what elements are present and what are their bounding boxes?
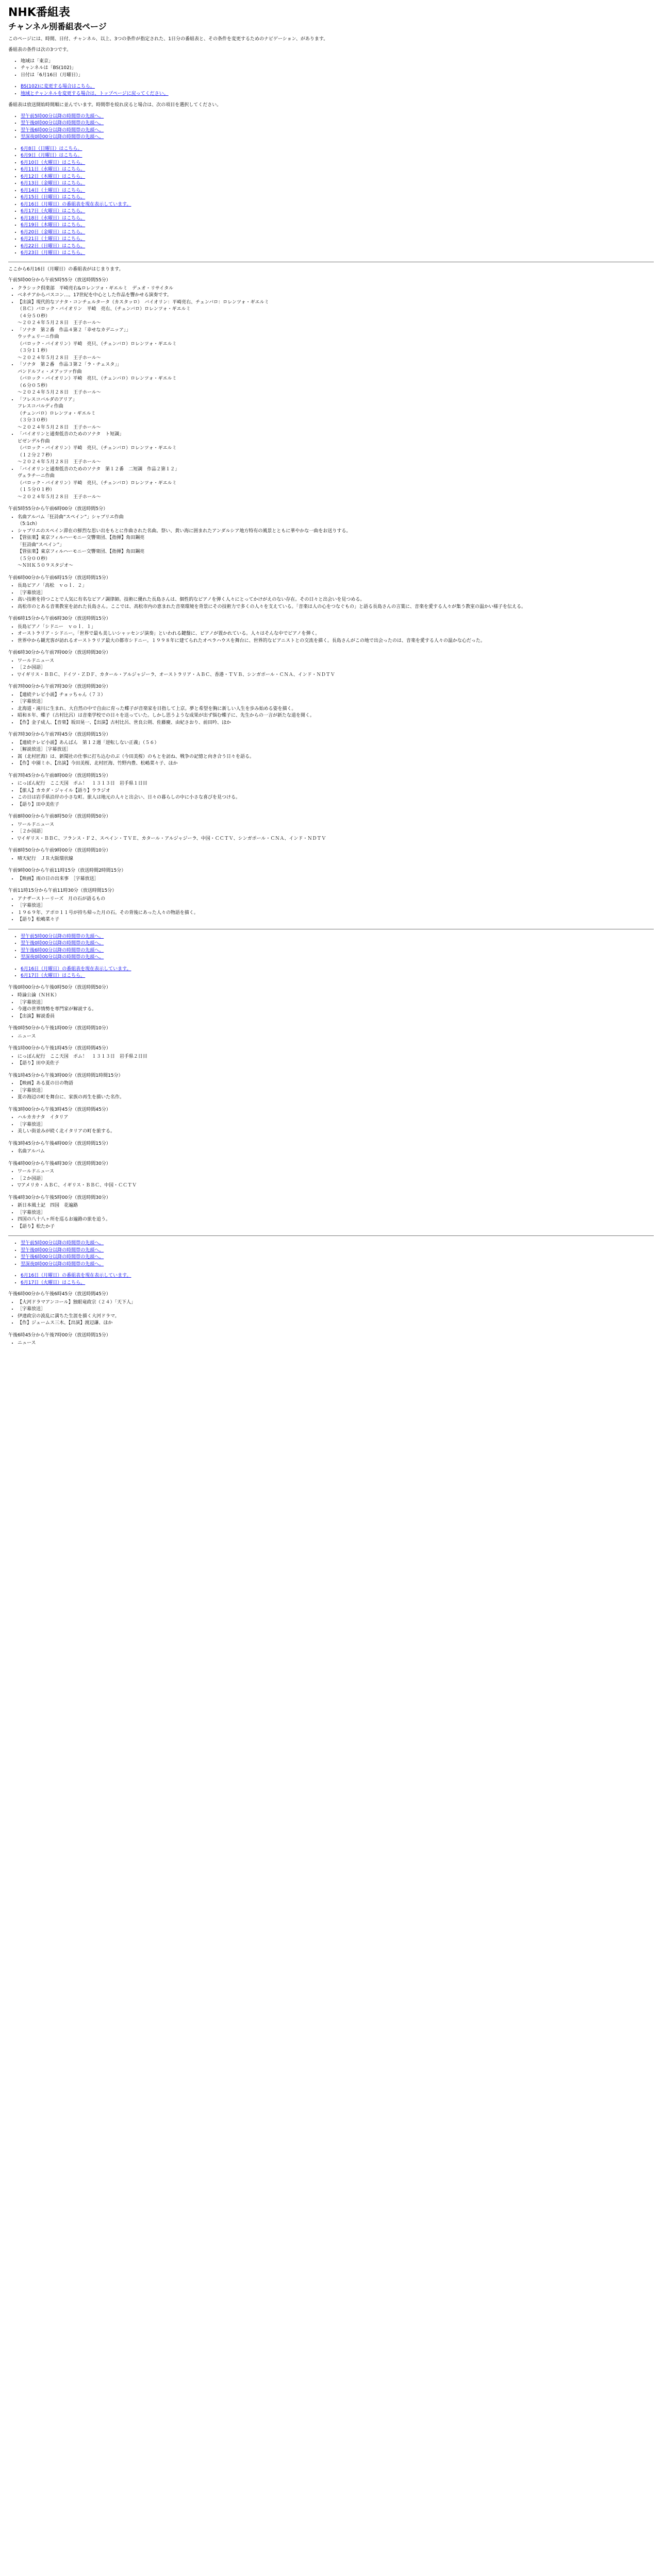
- program-entry: [8, 1107, 654, 1136]
- program-detail: • 世界中から観光客が訪れるオーストラリア最大の都市シドニー。１９９８年に建てられたオペラハウスを舞台に、世界的なピアニストとの交流を描く。長島さんがこの地で出会ったのは、音楽を愛する人々の温かな心だった。: [18, 638, 654, 645]
- program-detail: • ［字幕放送］: [18, 1122, 654, 1129]
- date-link[interactable]: 6月17日（火曜日）はこちら。: [21, 1280, 86, 1285]
- program-detail: • 時論公論（ＮＨＫ）: [18, 992, 654, 999]
- program-time: 午前5時00分から午前5時55分（放送時間55分）: [8, 278, 111, 283]
- program-time: 午後6時45分から午後7時00分（放送時間15分）: [8, 1332, 111, 1338]
- program-details: [8, 1148, 654, 1156]
- time-slot-link[interactable]: 翌午後0時00分以降の時間帯の先頭へ。: [21, 941, 104, 946]
- date-navigation: [8, 966, 654, 980]
- date-nav-item: [21, 215, 654, 223]
- program-detail: • オーストラリア・シドニー。「世界で最も美しいシャッセンジ演奏」といわれる鍵盤に、ピアノが置かれている。人々はそんな中でピアノを弾く。: [18, 631, 654, 638]
- date-nav-item: [21, 174, 654, 181]
- date-link[interactable]: 6月13日（金曜日）はこちら。: [21, 181, 86, 187]
- date-nav-item: [21, 236, 654, 243]
- program-detail: • ［２か国語］: [18, 665, 654, 672]
- time-slot-link[interactable]: 翌深夜0時00分以降の時間帯の先頭へ。: [21, 955, 104, 960]
- program-details: [8, 781, 654, 808]
- time-nav-item: [21, 134, 654, 141]
- program-detail: • ［解説放送］［字幕放送］: [18, 747, 654, 754]
- program-detail: • ワールドニュース: [18, 658, 654, 665]
- date-link[interactable]: 6月19日（木曜日）はこちら。: [21, 223, 86, 228]
- program-time: 午前6時15分から午前6時30分（放送時間15分）: [8, 616, 111, 622]
- program-entry: [8, 773, 654, 809]
- time-navigation: [8, 113, 654, 141]
- time-nav-item: [21, 934, 654, 941]
- program-entry: [8, 684, 654, 726]
- time-intro: 番組表は放送開始時間順に並んでいます。時間帯を絞れ戻ると場合は、次の項目を選択してください。: [8, 103, 222, 108]
- program-detail: • 名曲アルバム: [18, 1148, 654, 1156]
- nav-item: [21, 83, 654, 91]
- program-entry: [8, 1025, 654, 1040]
- conditions-intro: 番組表の条件は次の3つです。: [8, 47, 72, 53]
- date-nav-item: [21, 222, 654, 229]
- program-detail: • ［字幕放送］: [18, 699, 654, 706]
- program-detail: • 【作】中園ミホ、【出演】今田美桜、北村匠海、竹野内豊、松嶋菜々子、ほか: [18, 760, 654, 768]
- date-link[interactable]: 6月15日（日曜日）はこちら。: [21, 195, 86, 200]
- program-entry: [8, 650, 654, 679]
- program-detail: • 【作】ジェームス三木、【出演】渡辺謙、ほか: [18, 1320, 654, 1327]
- page-subtitle: チャンネル別番組表ページ: [8, 22, 107, 32]
- program-detail: • 伊達政宗の波乱に満ちた生涯を描く大河ドラマ。: [18, 1313, 654, 1320]
- time-nav-item: [21, 1247, 654, 1255]
- time-slot-link[interactable]: 翌午前5時00分以降の時間帯の先頭へ。: [21, 934, 104, 939]
- date-link[interactable]: 6月12日（木曜日）はこちら。: [21, 174, 86, 179]
- date-nav-item: [21, 160, 654, 167]
- program-detail: • ［２か国語］: [18, 828, 654, 836]
- date-link[interactable]: 6月17日（火曜日）はこちら。: [21, 209, 86, 214]
- program-time: 午後1時45分から午後3時00分（放送時間1時間15分）: [8, 1073, 123, 1078]
- program-time: 午前11時15分から午前11時30分（放送時間15分）: [8, 888, 117, 894]
- program-time: 午前6時00分から午前6時15分（放送時間15分）: [8, 575, 111, 581]
- program-detail: • 新日本風土記 四国 花遍路: [18, 1202, 654, 1210]
- program-detail: • 【語り】松たか子: [18, 1224, 654, 1231]
- conditions-list: [8, 58, 654, 79]
- program-detail: • にっぽん紀行 ここ天国 ポム！ １３１３日 岩手県２日目: [18, 1054, 654, 1061]
- program-entry: [8, 616, 654, 645]
- program-detail: • 「バイオリンと通奏低音のためのソナタ ト短調」 ビゼンデル作曲 （バロック・バイオリン）平崎 亮只、（チェンバロ）ロレンツォ・ギエルミ （１２分２７秒） 〜２０２４年５月２８日 王子ホール〜: [18, 431, 654, 466]
- program-details: [8, 1168, 654, 1190]
- program-detail: • 昭和８年、蝶子（古村比呂）は音楽学校での日々を送っていた。しかし思うような成果が出ず悩む蝶子に、先生からの一言が新たな道を開く。: [18, 713, 654, 720]
- time-nav-item: [21, 120, 654, 127]
- program-detail: • ［２か国語］: [18, 1176, 654, 1183]
- program-detail: • ▽アメリカ・ＡＢＣ、イギリス・ＢＢＣ、中国・ＣＣＴＶ: [18, 1182, 654, 1190]
- time-slot-link[interactable]: 翌午後6時00分以降の時間帯の先頭へ。: [21, 1255, 104, 1260]
- program-details: [8, 1202, 654, 1230]
- time-slot-link[interactable]: 翌午後0時00分以降の時間帯の先頭へ。: [21, 1247, 104, 1253]
- time-nav-item: [21, 1240, 654, 1247]
- program-detail: • 北海道・滝川に生まれ、大自然の中で自由に育った蝶子が音楽家を目指して上京。夢と希望を胸に新しい人生を歩み始める姿を描く。: [18, 706, 654, 713]
- program-detail: • 晴天紀行 ＪＲ大阪環状線: [18, 856, 654, 863]
- condition-region: • 地域は「東京」: [21, 58, 654, 65]
- program-entry: [8, 814, 654, 842]
- program-details: [8, 1080, 654, 1101]
- program-detail: • 「フレスコバルダのアリア」 フレスコバルディ作曲 （チェンバロ）ロレンツォ・ギエルミ （３分３０秒） 〜２０２４年５月２８日 王子ホール〜: [18, 397, 654, 432]
- program-detail: • 美しい街並みが続く北イタリアの町を旅する。: [18, 1128, 654, 1136]
- program-entry: [8, 1141, 654, 1156]
- date-link[interactable]: 6月11日（水曜日）はこちら。: [21, 167, 86, 173]
- program-entry: [8, 732, 654, 768]
- date-link[interactable]: 6月14日（土曜日）はこちら。: [21, 188, 86, 193]
- program-list: [8, 277, 654, 1347]
- time-slot-link[interactable]: 翌午前5時00分以降の時間帯の先頭へ。: [21, 113, 104, 119]
- program-entry: [8, 1045, 654, 1067]
- program-entry: [8, 848, 654, 862]
- intro-text: このページには、時間、日付、チャンネル、以上、3つの条件が指定された、1日分の番組表と、その条件を変更するためのナビゲーション、があります。: [8, 36, 328, 42]
- program-detail: • 【映画】ある夏の日の物語: [18, 1080, 654, 1088]
- date-nav-item: [21, 966, 654, 973]
- date-nav-item: [21, 1273, 654, 1280]
- program-time: 午後4時30分から午後5時00分（放送時間30分）: [8, 1195, 111, 1200]
- program-detail: • 【映画】雨の日の出来事 ［字幕放送］: [18, 876, 654, 883]
- date-nav-item: [21, 243, 654, 250]
- date-link[interactable]: 6月17日（火曜日）はこちら。: [21, 973, 86, 979]
- date-nav-item: [21, 250, 654, 257]
- program-detail: • 「ソナタ 第２番 作品３第２「ラ・チェスタ」」 パンドルフィ・メアッツァ作曲 （バロック・バイオリン）平崎 亮只、（チェンバロ）ロレンツォ・ギエルミ （６分０５秒） 〜２０２４年５月２８日 王子ホール〜: [18, 362, 654, 397]
- program-entry: [8, 1161, 654, 1190]
- date-link[interactable]: 6月10日（火曜日）はこちら。: [21, 160, 86, 165]
- program-time: 午後3時00分から午後3時45分（放送時間45分）: [8, 1107, 111, 1112]
- program-detail: • 【語り】松嶋菜々子: [18, 917, 654, 924]
- time-nav-item: [21, 954, 654, 961]
- time-slot-link[interactable]: 翌深夜0時00分以降の時間帯の先頭へ。: [21, 134, 104, 140]
- program-detail: • シャブリエのスペイン滞在の鮮烈な思い出をもとに作曲された名曲。祭い、黄い海に囲まれたアンダルシア地方特有の風景とともに華やかな一曲をお送りする。: [18, 528, 654, 535]
- program-detail: • ベネチアからバスコン…。17世紀を中心とした作品を響かせる演奏です。: [18, 292, 654, 299]
- program-details: [8, 1114, 654, 1136]
- program-details: [8, 514, 654, 570]
- time-slot-link[interactable]: 翌午後0時00分以降の時間帯の先頭へ。: [21, 121, 104, 126]
- program-detail: • 高松市のとある音楽教室を訪れた長島さん。ここでは、高松市内の恵まれた音楽環境を背景にその技術力で多くの人々を支えている。「音楽は人の心をつなぐもの」と語る長島さんの言葉に、音楽を愛する人々が集う教室の温かい様子を伝える。: [18, 604, 654, 611]
- program-detail: • ▽イギリス・ＢＢＣ、ドイツ・ＺＤＦ、カタール・アルジャジーラ、オーストラリア・ＡＢＣ、香港・ＴＶＢ、シンガポール・ＣＮＡ、インド・ＮＤＴＶ: [18, 672, 654, 679]
- top-navigation: [8, 83, 654, 97]
- program-detail: • 【連続テレビ小説】あんぱん 第１２週「逆転しない正義」（５６）: [18, 740, 654, 747]
- date-nav-item: [21, 973, 654, 980]
- date-nav-item: [21, 229, 654, 236]
- date-nav-item: [21, 146, 654, 153]
- program-details: [8, 583, 654, 611]
- program-entry: [8, 1332, 654, 1347]
- date-navigation: [8, 1273, 654, 1286]
- program-entry: [8, 575, 654, 611]
- program-details: [8, 285, 654, 501]
- program-detail: • この日は岩手県沿岸の小さな町。旅人は地元の人々と出会い、日々の暮らしの中に小さな喜びを見つける。: [18, 794, 654, 802]
- program-time: 午前7時00分から午前7時30分（放送時間30分）: [8, 684, 111, 690]
- condition-date: • 日付は「6月16日（月曜日）」: [21, 72, 654, 79]
- time-navigation: [8, 1240, 654, 1268]
- program-detail: • アナザーストーリーズ 月の石が語るもの: [18, 896, 654, 903]
- program-detail: • 今週の世界情勢を専門家が解説する。: [18, 1006, 654, 1013]
- time-slot-link[interactable]: 翌午前5時00分以降の時間帯の先頭へ。: [21, 1241, 104, 1246]
- nav-item: [21, 91, 654, 98]
- program-detail: • ［字幕放送］: [18, 1088, 654, 1095]
- program-time: 午後0時50分から午後1時00分（放送時間10分）: [8, 1026, 111, 1031]
- program-detail: • ニュース: [18, 1340, 654, 1347]
- time-nav-item: [21, 947, 654, 955]
- program-detail: • ワールドニュース: [18, 822, 654, 829]
- program-detail: • 【作】金子成人、【音楽】坂田晃一、【出演】古村比呂、世良公則、佐藤慶、由紀さおり、前田吟、ほか: [18, 720, 654, 727]
- program-detail: • 長島ピアノ「高松 ｖｏｌ．２」: [18, 583, 654, 590]
- program-detail: • ［字幕放送］: [18, 1306, 654, 1313]
- program-time: 午後1時00分から午後1時45分（放送時間45分）: [8, 1046, 111, 1052]
- date-link[interactable]: 6月22日（日曜日）はこちら。: [21, 243, 86, 249]
- program-detail: • １９６９年、アポロ１１号が持ち帰った月の石。その背後にあった人々の物語を描く。: [18, 910, 654, 917]
- program-block: [8, 985, 654, 1231]
- program-detail: • 【管弦楽】東京フィルハーモニー交響楽団、【指揮】角田鋼亮 「狂詩曲“スペイン”」 【管弦楽】東京フィルハーモニー交響楽団、【指揮】角田鋼亮 （５分００秒） 〜ＮＨＫ５０９スタジオ〜: [18, 535, 654, 570]
- program-details: [8, 1299, 654, 1327]
- program-detail: • 嵩（北村匠海）は、新聞社の仕事に打ち込むのぶ（今田美桜）のもとを訪ね、戦争の記憶と向き合う日々を語る。: [18, 754, 654, 761]
- program-entry: [8, 1291, 654, 1327]
- program-detail: • 【旅人】カカダ・ジャイル【語り】ウラジオ: [18, 788, 654, 795]
- date-nav-item: [21, 208, 654, 215]
- program-entry: [8, 985, 654, 1021]
- program-entry: [8, 1195, 654, 1231]
- program-time: 午後4時00分から午後4時30分（放送時間30分）: [8, 1161, 111, 1166]
- date-link[interactable]: 6月16日（月曜日）の番組表を現在表示しています。: [21, 966, 131, 972]
- date-link[interactable]: 6月16日（月曜日）の番組表を現在表示しています。: [21, 1273, 131, 1279]
- date-nav-item: [21, 201, 654, 209]
- date-link[interactable]: 6月16日（月曜日）の番組表を現在表示しています。: [21, 201, 131, 207]
- time-slot-link[interactable]: 翌深夜0時00分以降の時間帯の先頭へ。: [21, 1261, 104, 1267]
- program-detail: • ［字幕放送］: [18, 903, 654, 910]
- time-slot-link[interactable]: 翌午後6時00分以降の時間帯の先頭へ。: [21, 127, 104, 133]
- date-navigation: [8, 146, 654, 257]
- program-detail: • 長島ピアノ「シドニー ｖｏｌ．１」: [18, 624, 654, 631]
- list-intro: ここから6月16日（月曜日）の番組表がはじまります。: [8, 266, 124, 272]
- program-time: 午後6時00分から午後6時45分（放送時間45分）: [8, 1292, 111, 1297]
- program-block: [8, 1291, 654, 1347]
- program-details: [8, 692, 654, 727]
- program-detail: • ニュース: [18, 1033, 654, 1041]
- program-details: [8, 1340, 654, 1347]
- program-entry: [8, 868, 654, 883]
- program-detail: • ［字幕放送］: [18, 1210, 654, 1217]
- back-to-top-link[interactable]: 地域とチャンネルを変更する場合は、トップページに戻ってください。: [21, 91, 169, 96]
- program-time: 午前5時55分から午前6時00分（放送時間5分）: [8, 506, 108, 512]
- program-detail: • 【語り】田中美佐子: [18, 802, 654, 809]
- program-detail: • 【出演】解説委員: [18, 1013, 654, 1021]
- program-detail: • ハルカカナタ イタリア: [18, 1114, 654, 1122]
- program-details: [8, 624, 654, 645]
- program-time: 午前8時50分から午前9時00分（放送時間10分）: [8, 848, 111, 854]
- program-time: 午前6時30分から午前7時00分（放送時間30分）: [8, 650, 111, 656]
- program-detail: • 名曲アルバム「狂詩曲“スペイン”」シャブリエ作曲 （5:1ch）: [18, 514, 654, 528]
- program-detail: • ワールドニュース: [18, 1168, 654, 1176]
- program-details: [8, 1033, 654, 1041]
- time-nav-item: [21, 940, 654, 947]
- date-link[interactable]: 6月21日（土曜日）はこちら。: [21, 236, 86, 242]
- program-time: 午前8時00分から午前8時50分（放送時間50分）: [8, 814, 111, 820]
- time-nav-item: [21, 127, 654, 134]
- program-detail: • 「ソナタ 第２番 作品４第２「幸せなカデニッア」」 ウッチェリーニ作曲 （バロック・バイオリン）平崎 亮只、（チェンバロ）ロレンツォ・ギエルミ （３分１１秒） 〜２０２４年５月２８日 王子ホール〜: [18, 327, 654, 362]
- time-nav-item: [21, 1254, 654, 1261]
- page-title: NHK番組表: [8, 6, 70, 19]
- program-detail: • 【連続テレビ小説】チョッちゃん（７３）: [18, 692, 654, 699]
- program-detail: • 高い技術を持つことで人気に有名なピアノ調律師。技術に優れた長島さんは、個性的なピアノを弾く人々にとってかけがえのない存在。その日々と出会いを見つめる。: [18, 597, 654, 604]
- program-entry: [8, 277, 654, 501]
- date-nav-item: [21, 152, 654, 160]
- time-nav-item: [21, 113, 654, 121]
- date-link[interactable]: 6月20日（金曜日）はこちら。: [21, 229, 86, 235]
- program-detail: • にっぽん紀行 ここ天国 ポム！ １３１３日 岩手県１日目: [18, 781, 654, 788]
- program-details: [8, 740, 654, 768]
- program-entry: [8, 1073, 654, 1101]
- program-time: 午前7時30分から午前7時45分（放送時間15分）: [8, 732, 111, 738]
- program-detail: • ［字幕放送］: [18, 999, 654, 1007]
- date-link[interactable]: 6月9日（月曜日）はこちら。: [21, 153, 82, 159]
- program-detail: • 「バイオリンと通奏低音のためのソナタ 第１２番 二短調 作品２第１２」 ヴェラチーニ作曲 （バロック・バイオリン）平崎 亮只、（チェンバロ）ロレンツォ・ギエルミ （１５分０１秒） 〜２０２４年５月２８日 王子ホール〜: [18, 466, 654, 501]
- program-detail: • 夏の海辺の町を舞台に、家族の再生を描いた名作。: [18, 1094, 654, 1101]
- program-detail: • 四国の八十八ヶ所を巡るお遍路の旅を追う。: [18, 1216, 654, 1224]
- program-detail: • 【出演】現代的なソナタ・コンチェルタータ（カスタッロ） バイオリン：平崎亮右、チェンバロ：ロレンツォ・ギエルミ （ＢＣ）バロック・バイオリン 平崎 亮右、（チェンバロ）ロレンツォ・ギエルミ （４分５０秒） 〜２０２４年５月２８日 王子ホール〜: [18, 299, 654, 327]
- change-channel-link[interactable]: BS(102)に変更する場合はこちら。: [21, 84, 95, 90]
- program-detail: • 【語り】田中美佐子: [18, 1060, 654, 1067]
- program-details: [8, 856, 654, 863]
- program-detail: • ［字幕放送］: [18, 590, 654, 597]
- date-link[interactable]: 6月18日（水曜日）はこちら。: [21, 215, 86, 221]
- program-details: [8, 992, 654, 1020]
- program-time: 午前7時45分から午前8時00分（放送時間15分）: [8, 773, 111, 778]
- date-nav-item: [21, 166, 654, 174]
- program-details: [8, 822, 654, 843]
- date-nav-item: [21, 188, 654, 195]
- program-time: 午後0時00分から午後0時50分（放送時間50分）: [8, 985, 111, 990]
- program-details: [8, 876, 654, 883]
- condition-channel: • チャンネルは「BS(102)」: [21, 65, 654, 72]
- program-details: [8, 896, 654, 924]
- date-nav-item: [21, 194, 654, 201]
- program-block: [8, 277, 654, 924]
- date-link[interactable]: 6月23日（月曜日）はこちら。: [21, 250, 86, 256]
- program-details: [8, 1054, 654, 1067]
- program-detail: • ▽イギリス・ＢＢＣ、フランス・Ｆ２、スペイン・ＴＶＥ、カタール・アルジャジーラ、中国・ＣＣＴＶ、シンガポール・ＣＮＡ、インド・ＮＤＴＶ: [18, 836, 654, 843]
- program-details: [8, 658, 654, 679]
- time-nav-item: [21, 1261, 654, 1268]
- date-nav-item: [21, 1280, 654, 1287]
- program-detail: • 【大河ドラマアンコール】独眼竜政宗（２４）「天下人」: [18, 1299, 654, 1307]
- divider: [8, 1235, 654, 1236]
- time-navigation: [8, 934, 654, 961]
- program-entry: [8, 506, 654, 570]
- date-link[interactable]: 6月8日（日曜日）はこちら。: [21, 146, 82, 151]
- program-time: 午後3時45分から午後4時00分（放送時間15分）: [8, 1141, 111, 1146]
- time-slot-link[interactable]: 翌午後6時00分以降の時間帯の先頭へ。: [21, 947, 104, 953]
- program-detail: • クラシック倶楽部 平崎亮右&ロレンツォ・ギエルミ デュオ・リサイタル: [18, 285, 654, 293]
- date-nav-item: [21, 180, 654, 188]
- program-entry: [8, 888, 654, 924]
- program-time: 午前9時00分から午前11時15分（放送時間2時間15分）: [8, 868, 126, 874]
